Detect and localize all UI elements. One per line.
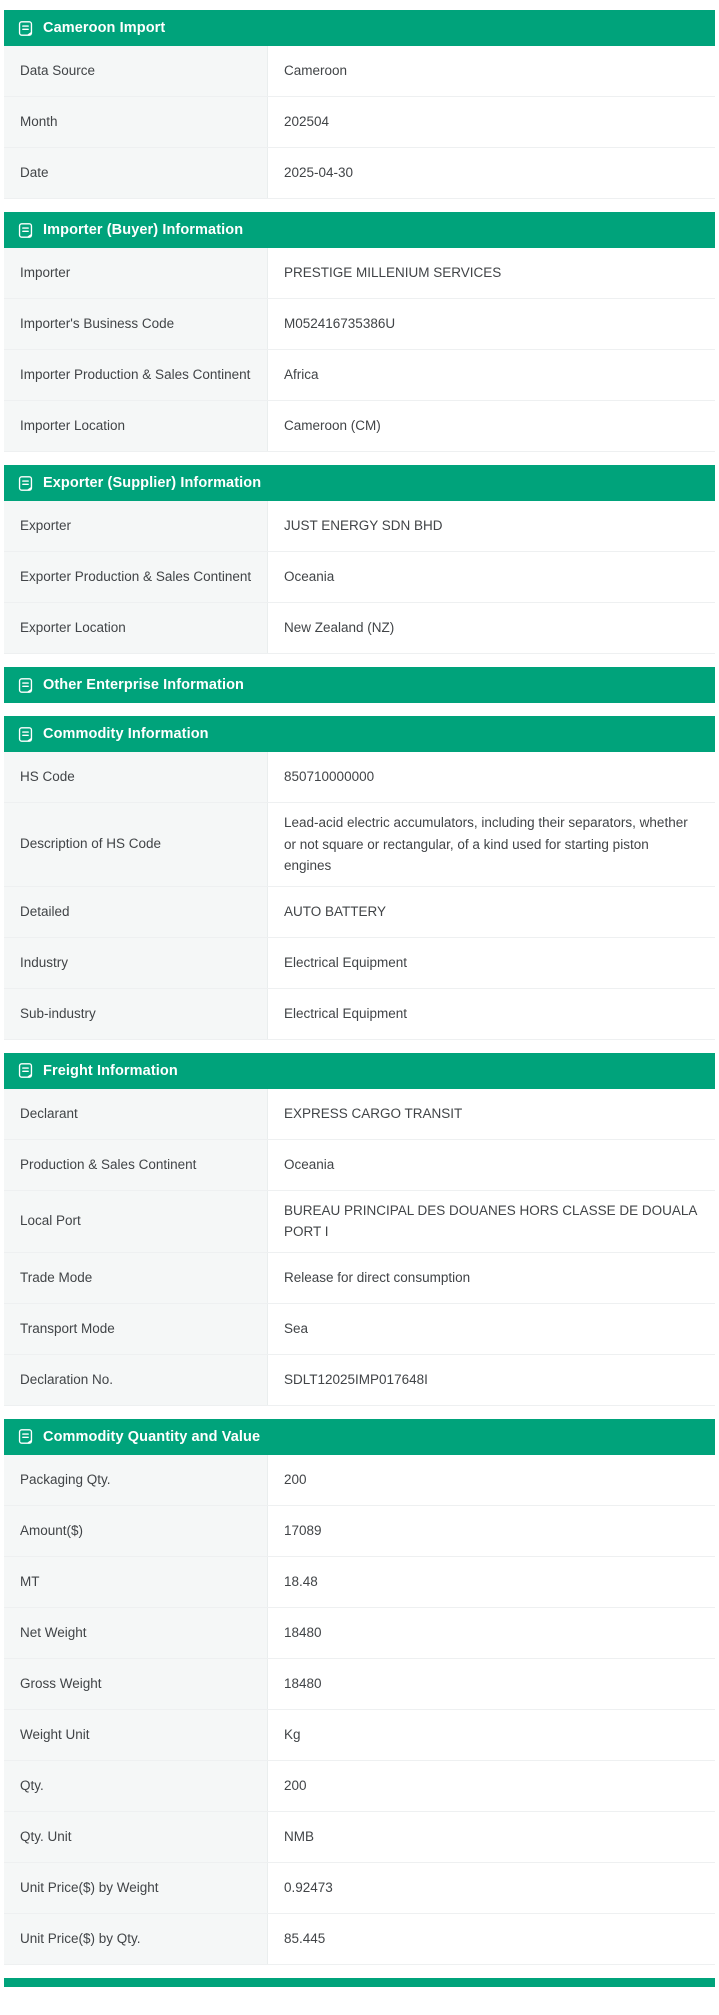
row-label: MT (4, 1557, 268, 1607)
table-row-exporter-location (4, 603, 715, 654)
table-row-industry (4, 938, 715, 989)
table-row-hs-code (4, 752, 715, 803)
row-label: Sub-industry (4, 989, 268, 1039)
row-value: 200 (284, 1472, 307, 1488)
table-row-detailed (4, 887, 715, 938)
table-row-importer-s-business-code (4, 299, 715, 350)
row-label: Exporter Location (4, 603, 268, 653)
sections-container (4, 10, 715, 1965)
row-value: Cameroon (CM) (284, 418, 381, 434)
row-value: BUREAU PRINCIPAL DES DOUANES HORS CLASSE DE DOUALA PORT I (284, 1202, 697, 1240)
table-row-trade-mode (4, 1253, 715, 1304)
table-row-gross-weight (4, 1659, 715, 1710)
section-title: Commodity Quantity and Value (43, 1428, 261, 1445)
row-value: M052416735386U (284, 316, 396, 332)
row-value: 17089 (284, 1523, 322, 1539)
table-row-importer (4, 248, 715, 299)
table-row-production-sales-continent (4, 1140, 715, 1191)
row-label: Trade Mode (4, 1253, 268, 1303)
row-value: PRESTIGE MILLENIUM SERVICES (284, 265, 502, 281)
section-cameroon-import (4, 10, 715, 199)
row-value: 18480 (284, 1676, 322, 1692)
row-label: Gross Weight (4, 1659, 268, 1709)
table-row-unit-price-by-weight (4, 1863, 715, 1914)
table-row-local-port (4, 1191, 715, 1253)
row-value: 2025-04-30 (284, 165, 354, 181)
row-value: 18480 (284, 1625, 322, 1641)
row-label: Unit Price($) by Weight (4, 1863, 268, 1913)
row-value: Electrical Equipment (284, 1005, 408, 1021)
document-lines-icon (17, 475, 34, 492)
section-importer-buyer-information (4, 212, 715, 452)
section-header (4, 465, 715, 501)
table-row-declarant (4, 1089, 715, 1140)
table-row-packaging-qty (4, 1455, 715, 1506)
table-row-amount (4, 1506, 715, 1557)
row-label: Amount($) (4, 1506, 268, 1556)
row-label: Importer's Business Code (4, 299, 268, 349)
table-row-declaration-no (4, 1355, 715, 1406)
row-label: Description of HS Code (4, 803, 268, 886)
section-other-enterprise-information (4, 667, 715, 703)
table-row-qty-unit (4, 1812, 715, 1863)
table-row-description-of-hs-code (4, 803, 715, 887)
row-value: SDLT12025IMP017648I (284, 1372, 428, 1388)
row-label: Exporter Production & Sales Continent (4, 552, 268, 602)
section-header (4, 1053, 715, 1089)
row-label: Qty. Unit (4, 1812, 268, 1862)
document-lines-icon (17, 20, 34, 37)
section-header (4, 667, 715, 703)
section-exporter-supplier-information (4, 465, 715, 654)
section-commodity-information (4, 716, 715, 1040)
table-row-qty (4, 1761, 715, 1812)
row-label: Industry (4, 938, 268, 988)
section-title: Exporter (Supplier) Information (43, 475, 262, 491)
row-label: Declaration No. (4, 1355, 268, 1405)
row-value: AUTO BATTERY (284, 903, 387, 919)
row-label: Unit Price($) by Qty. (4, 1914, 268, 1964)
row-label: Local Port (4, 1191, 268, 1252)
table-row-sub-industry (4, 989, 715, 1040)
row-value: 200 (284, 1778, 307, 1794)
row-value: Kg (284, 1727, 301, 1743)
table-row-exporter (4, 501, 715, 552)
row-value: NMB (284, 1829, 314, 1845)
row-label: Weight Unit (4, 1710, 268, 1760)
row-value: Electrical Equipment (284, 954, 408, 970)
row-value: New Zealand (NZ) (284, 620, 395, 636)
table-row-date (4, 148, 715, 199)
row-label: Packaging Qty. (4, 1455, 268, 1505)
row-label: Net Weight (4, 1608, 268, 1658)
section-freight-information (4, 1053, 715, 1406)
row-value: 18.48 (284, 1574, 318, 1590)
row-value: Release for direct consumption (284, 1270, 471, 1286)
row-label: Date (4, 148, 268, 198)
document-lines-icon (17, 726, 34, 743)
row-value: Oceania (284, 1156, 335, 1172)
row-label: Importer Production & Sales Continent (4, 350, 268, 400)
table-row-net-weight (4, 1608, 715, 1659)
row-label: Production & Sales Continent (4, 1140, 268, 1190)
section-commodity-quantity-and-value (4, 1419, 715, 1965)
row-value: 0.92473 (284, 1880, 333, 1896)
row-label: Importer Location (4, 401, 268, 451)
row-value: Africa (284, 367, 319, 383)
row-value: Lead-acid electric accumulators, including their separators, whether or not square or rectangular, of a kind used for starting piston engines (284, 815, 688, 874)
document-lines-icon (17, 1428, 34, 1445)
table-row-weight-unit (4, 1710, 715, 1761)
row-label: Importer (4, 248, 268, 298)
table-row-transport-mode (4, 1304, 715, 1355)
row-value: 85.445 (284, 1931, 326, 1947)
row-value: JUST ENERGY SDN BHD (284, 518, 443, 534)
partial-next-section-header (4, 1978, 715, 1987)
row-label: Declarant (4, 1089, 268, 1139)
row-label: Qty. (4, 1761, 268, 1811)
section-header (4, 10, 715, 46)
row-label: Transport Mode (4, 1304, 268, 1354)
section-title: Importer (Buyer) Information (43, 222, 244, 238)
row-label: Month (4, 97, 268, 147)
row-value: 850710000000 (284, 769, 375, 785)
document-lines-icon (17, 222, 34, 239)
row-label: Detailed (4, 887, 268, 937)
section-title: Cameroon Import (43, 20, 166, 36)
row-label: HS Code (4, 752, 268, 802)
table-row-importer-location (4, 401, 715, 452)
document-lines-icon (17, 677, 34, 694)
row-value: Sea (284, 1321, 309, 1337)
table-row-exporter-production-sales-continent (4, 552, 715, 603)
section-header (4, 1419, 715, 1455)
table-row-unit-price-by-qty (4, 1914, 715, 1965)
row-value: 202504 (284, 114, 330, 130)
row-label: Data Source (4, 46, 268, 96)
table-row-importer-production-sales-continent (4, 350, 715, 401)
section-title: Commodity Information (43, 726, 209, 742)
row-label: Exporter (4, 501, 268, 551)
row-value: Cameroon (284, 63, 348, 79)
document-lines-icon (17, 1062, 34, 1079)
table-row-mt (4, 1557, 715, 1608)
table-row-month (4, 97, 715, 148)
row-value: EXPRESS CARGO TRANSIT (284, 1105, 463, 1121)
section-title: Other Enterprise Information (43, 677, 244, 693)
section-header (4, 212, 715, 248)
table-row-data-source (4, 46, 715, 97)
row-value: Oceania (284, 569, 335, 585)
section-header (4, 716, 715, 752)
section-title: Freight Information (43, 1062, 178, 1079)
